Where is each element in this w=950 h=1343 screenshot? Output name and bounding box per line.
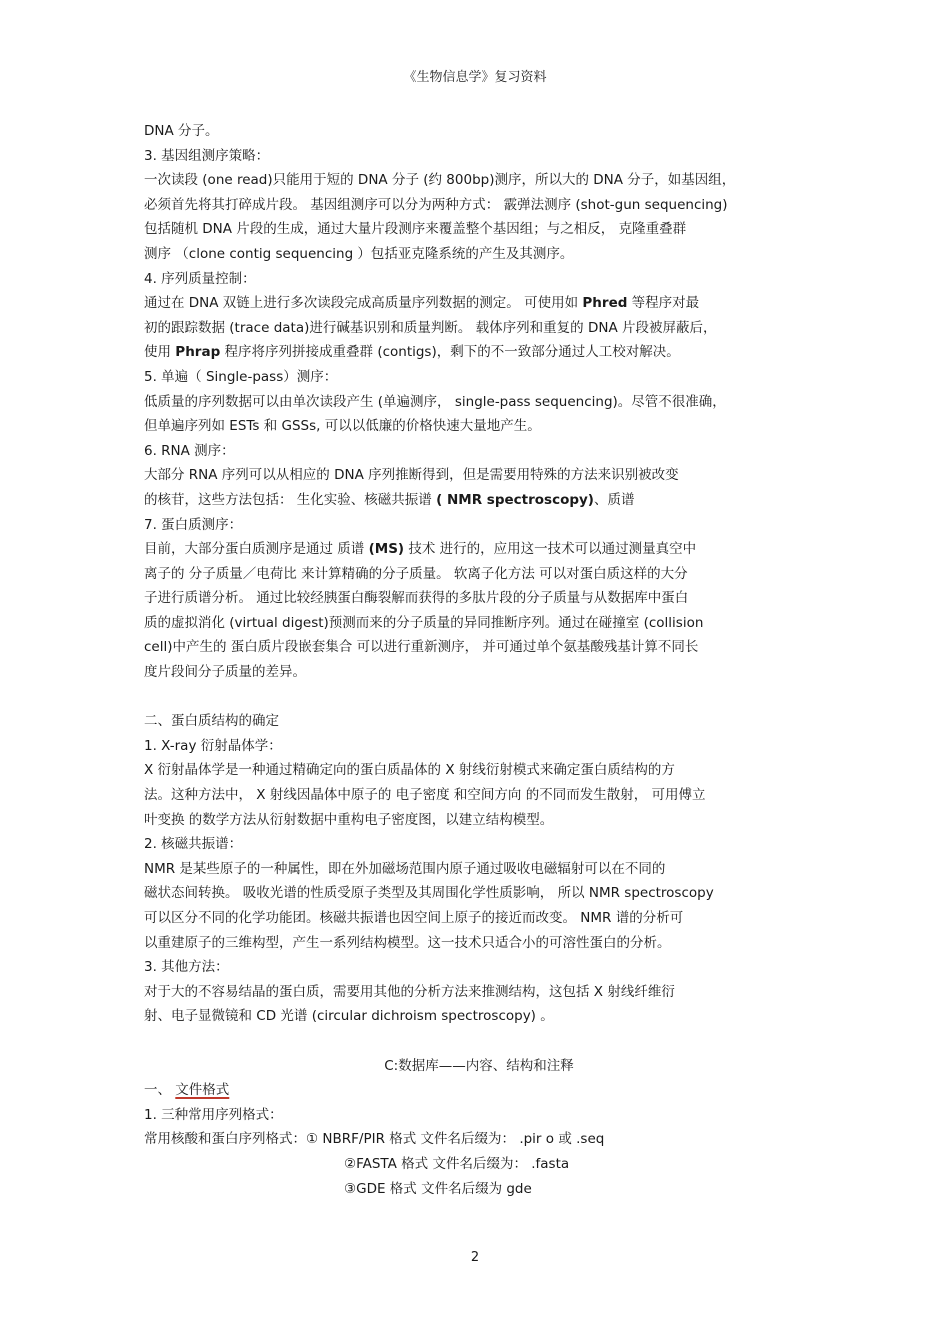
text-line: 包括随机 DNA 片段的生成，通过大量片段测序来覆盖整个基因组；与之相反， 克隆重叠群 bbox=[144, 221, 687, 238]
text-line: 对于大的不容易结晶的蛋白质，需要用其他的分析方法来推测结构，这包括 X 射线纤维衍 bbox=[144, 983, 675, 1000]
text-line: 但单遍序列如 ESTs 和 GSSs, 可以以低廉的价格快速大量地产生。 bbox=[144, 418, 541, 435]
text-span: 程序将序列拼接成重叠群 (contigs)，剩下的不一致部分通过人工校对解决。 bbox=[220, 344, 680, 361]
text-line: 离子的 分子质量／电荷比 来计算精确的分子质量。 软离子化方法 可以对蛋白质这样的大分 bbox=[144, 565, 688, 582]
text-line: 大部分 RNA 序列可以从相应的 DNA 序列推断得到，但是需要用特殊的方法来识别被改变 bbox=[144, 467, 679, 484]
text-line: 可以区分不同的化学功能团。核磁共振谱也因空间上原子的接近而改变。 NMR 谱的分析可 bbox=[144, 910, 684, 926]
section-heading: 3. 其他方法： bbox=[144, 959, 229, 976]
section-heading: 3. 基因组测序策略： bbox=[144, 147, 270, 164]
text-line: 测序 （clone contig sequencing ）包括亚克隆系统的产生及其测序。 bbox=[144, 245, 574, 262]
text-line: DNA 分子。 bbox=[144, 123, 219, 139]
list-item: ③GDE 格式 文件名后缀为 gde bbox=[344, 1180, 532, 1197]
page-number: 2 bbox=[470, 1250, 480, 1265]
text-line: 子进行质谱分析。 通过比较经胰蛋白酶裂解而获得的多肽片段的分子质量与从数据库中蛋白 bbox=[144, 590, 689, 607]
text-line: 以重建原子的三维构型，产生一系列结构模型。这一技术只适合小的可溶性蛋白的分析。 bbox=[144, 934, 671, 951]
section-heading: 2. 核磁共振谱： bbox=[144, 836, 243, 853]
text-line: 磁状态间转换。 吸收光谱的性质受原子类型及其周围化学性质影响， 所以 NMR spectroscopy bbox=[144, 885, 714, 902]
chapter-heading: 二、蛋白质结构的确定 bbox=[144, 713, 279, 730]
section-heading: 5. 单遍（ Single-pass）测序： bbox=[144, 368, 338, 385]
text-span: 、质谱 bbox=[593, 491, 635, 508]
list-item: ②FASTA 格式 文件名后缀为： .fasta bbox=[344, 1155, 570, 1172]
bold-term-ms: (MS) bbox=[368, 541, 405, 558]
bold-term-nmr: ( NMR spectroscopy) bbox=[436, 491, 594, 508]
heading-number: 一、 bbox=[144, 1082, 176, 1099]
spacer bbox=[144, 685, 814, 710]
text-span: 目前，大部分蛋白质测序是通过 质谱 bbox=[144, 541, 369, 558]
heading-underlined: 文件格式 bbox=[175, 1082, 230, 1099]
text-line bbox=[144, 291, 814, 316]
section-heading: 1. 三种常用序列格式： bbox=[144, 1106, 283, 1123]
text-line: 度片段间分子质量的差异。 bbox=[144, 664, 306, 681]
text-line: 必须首先将其打碎成片段。 基因组测序可以分为两种方式： 霰弹法测序 (shot-gun sequencing) bbox=[144, 196, 728, 213]
text-line: cell)中产生的 蛋白质片段嵌套集合 可以进行重新测序， 并可通过单个氨基酸残基计算不同长 bbox=[144, 639, 699, 656]
section-heading: 6. RNA 测序： bbox=[144, 442, 235, 459]
text-line: 法。这种方法中， X 射线因晶体中原子的 电子密度 和空间方向 的不同而发生散射， 可用傅立 bbox=[144, 787, 706, 804]
text-line: 射、电子显微镜和 CD 光谱 (circular dichroism spectroscopy) 。 bbox=[144, 1008, 554, 1025]
chapter-title: C:数据库——内容、结构和注释 bbox=[384, 1057, 574, 1074]
text-span: 使用 bbox=[144, 344, 176, 361]
text-span: 等程序对最 bbox=[627, 295, 700, 312]
bold-term-phrap: Phrap bbox=[175, 344, 221, 361]
chapter-heading bbox=[144, 1078, 814, 1103]
text-line: NMR 是某些原子的一种属性，即在外加磁场范围内原子通过吸收电磁辐射可以在不同的 bbox=[144, 860, 666, 877]
text-line: 质的虚拟消化 (virtual digest)预测而来的分子质量的异同推断序列。通过在碰撞室 (collision bbox=[144, 614, 704, 631]
text-line bbox=[144, 488, 814, 513]
text-line bbox=[144, 340, 814, 365]
spacer bbox=[144, 1029, 814, 1054]
text-line: X 衍射晶体学是一种通过精确定向的蛋白质晶体的 X 射线衍射模式来确定蛋白质结构的方 bbox=[144, 762, 675, 779]
text-line: 初的跟踪数据 (trace data)进行碱基识别和质量判断。 载体序列和重复的 DNA 片段被屏蔽后， bbox=[144, 319, 717, 336]
section-heading: 4. 序列质量控制： bbox=[144, 270, 256, 287]
text-line: 低质量的序列数据可以由单次读段产生 (单遍测序， single-pass sequencing)。尽管不很准确， bbox=[144, 393, 726, 410]
section-heading: 7. 蛋白质测序： bbox=[144, 516, 243, 533]
bold-term-phred: Phred bbox=[582, 295, 628, 312]
text-line bbox=[144, 537, 814, 562]
text-line: 一次读段 (one read)只能用于短的 DNA 分子 (约 800bp)测序，所以大的 DNA 分子，如基因组， bbox=[144, 172, 736, 189]
text-span: 技术 进行的，应用这一技术可以通过测量真空中 bbox=[404, 541, 697, 558]
page-header: 《生物信息学》复习资料 bbox=[403, 70, 547, 85]
text-line: 常用核酸和蛋白序列格式：① NBRF/PIR 格式 文件名后缀为： .pir o 或 .seq bbox=[144, 1131, 605, 1148]
text-span: 的核苷，这些方法包括： 生化实验、核磁共振谱 bbox=[144, 491, 437, 508]
section-heading: 1. X-ray 衍射晶体学： bbox=[144, 737, 282, 754]
text-span: 通过在 DNA 双链上进行多次读段完成高质量序列数据的测定。 可使用如 bbox=[144, 295, 583, 312]
text-line: 叶变换 的数学方法从衍射数据中重构电子密度图，以建立结构模型。 bbox=[144, 811, 554, 828]
document-body bbox=[144, 119, 814, 1201]
